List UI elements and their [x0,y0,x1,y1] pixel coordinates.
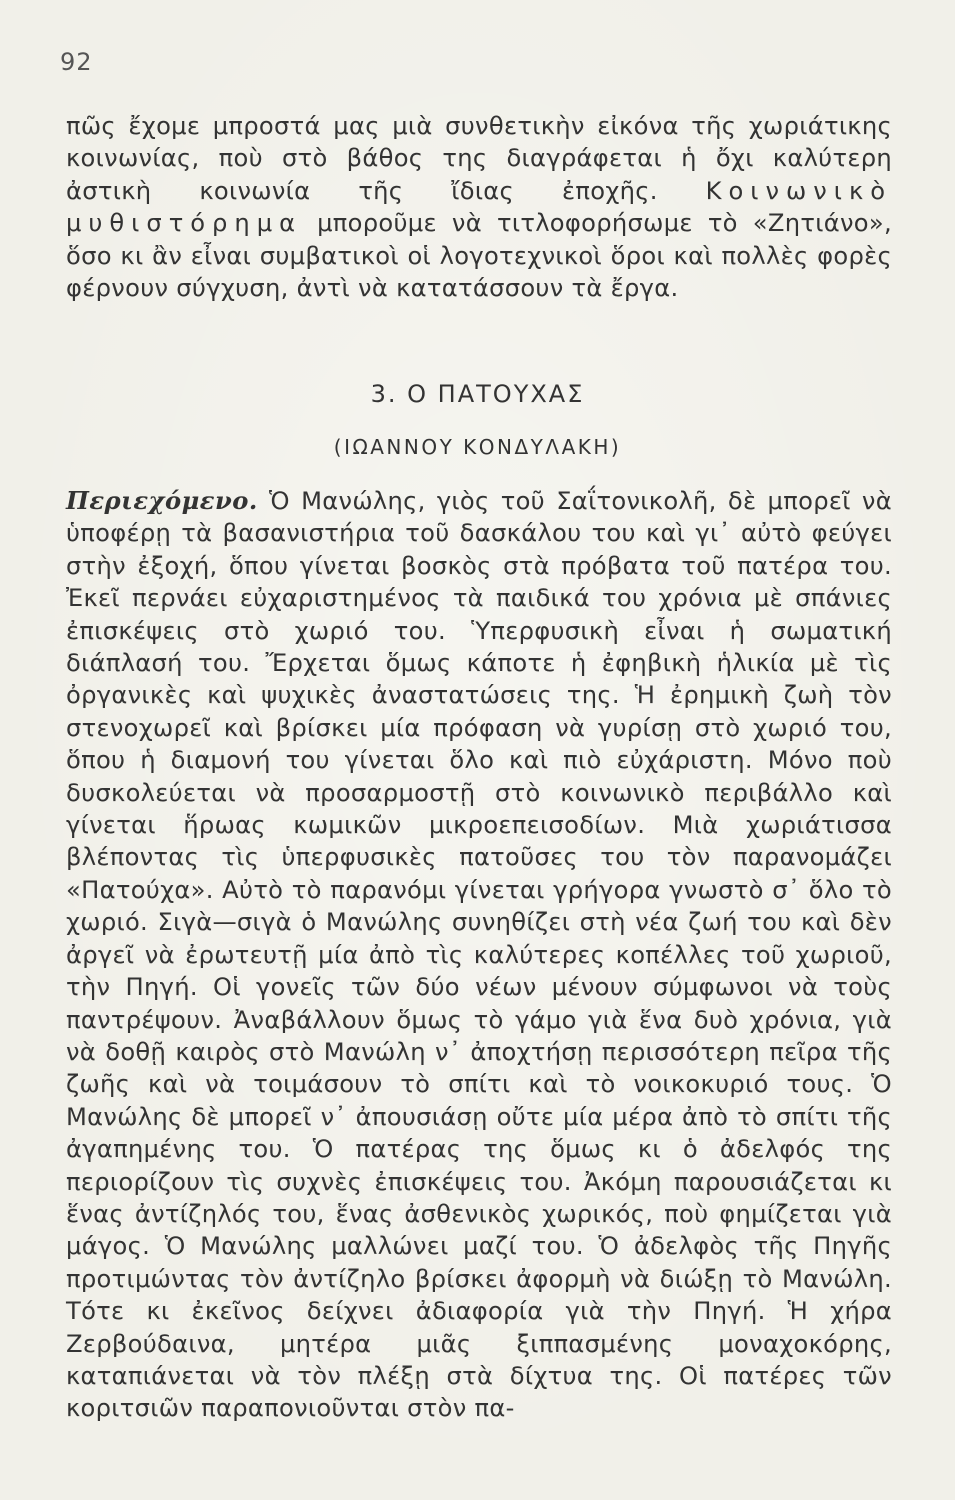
summary-body [66,485,892,1425]
intro-spaced-term: Κοινωνικὸ μυθιστόρημα [66,176,892,238]
summary-text: Ὁ Μανώλης, γιὸς τοῦ Σαΐτονικολῆ, δὲ μπορεῖ νὰ ὑποφέρῃ τὰ βασανιστήρια τοῦ δασκάλου του καὶ γι᾿ αὐτὸ φεύγει στὴν ἐξοχή, ὅπου γίνεται βοσκὸς στὰ πρόβατα τοῦ πατέρα του. Ἐκεῖ περνάει εὐχαριστημένος τὰ παιδικά του χρόνια μὲ σπάνιες ἐπισκέψεις στὸ χωριό του. Ὑπερφυσικὴ εἶναι ἡ σωματική διάπλασή του. Ἔρχεται ὅμως κάποτε ἡ ἐφηβικὴ ἡλικία μὲ τὶς ὀργανικὲς καὶ ψυχικὲς ἀναστατώσεις της. Ἡ ἐρημικὴ ζωὴ τὸν στενοχωρεῖ καὶ βρίσκει μία πρόφαση νὰ γυρίσῃ στὸ χωριό του, ὅπου ἡ διαμονή του γίνεται ὅλο καὶ πιὸ εὐχάριστη. Μόνο ποὺ δυσκολεύεται νὰ προσαρμοστῇ στὸ κοινωνικὸ περιβάλλο καὶ γίνεται ἥρωας κωμικῶν μικροεπεισοδίων. Μιὰ χωριάτισσα βλέποντας τὶς ὑπερφυσικὲς πατοῦσες του τὸν παρανομάζει «Πατούχα». Αὐτὸ τὸ παρανόμι γίνεται γρήγορα γνωστὸ σ᾿ ὅλο τὸ χωριό. Σιγὰ—σιγὰ ὁ Μανώλης συνηθίζει στὴ νέα ζωή του καὶ δὲν ἀργεῖ νὰ ἐρωτευτῇ μία ἀπὸ τὶς καλύτερες κοπέλλες τοῦ χωριοῦ, τὴν Πηγή. Οἱ γονεῖς τῶν δύο νέων μένουν σύμφωνοι νὰ τοὺς παντρέψουν. Ἀναβάλλουν ὅμως τὸ γάμο γιὰ ἕνα δυὸ χρόνια, γιὰ νὰ δοθῇ καιρὸς στὸ Μανώλη ν᾿ ἀποχτήσῃ περισσότερη πεῖρα τῆς ζωῆς καὶ νὰ τοιμάσουν τὸ σπίτι καὶ τὸ νοικοκυριό τους. Ὁ Μανώλης δὲ μπορεῖ ν᾿ ἀπουσιάσῃ οὔτε μία μέρα ἀπὸ τὸ σπίτι τῆς ἀγαπημένης του. Ὁ πατέρας της ὅμως κι ὁ ἀδελφός της περιορίζουν τὶς συχνὲς ἐπισκέψεις του. Ἀκόμη παρουσιάζεται κι ἕνας ἀντίζηλός του, ἕνας ἀσθενικὸς χωρικός, ποὺ φημίζεται γιὰ μάγος. Ὁ Μανώλης μαλλώνει μαζί του. Ὁ ἀδελφὸς τῆς Πηγῆς προτιμώντας τὸν ἀντίζηλο βρίσκει ἀφορμὴ νὰ διώξῃ τὸ Μανώλη. Τότε κι ἐκεῖνος δείχνει ἀδιαφορία γιὰ τὴν Πηγή. Ἡ χήρα Ζερβούδαινα, μητέρα μιᾶς ξιππασμένης μοναχοκόρης, καταπιάνεται νὰ τὸν πλέξῃ στὰ δίχτυα της. Οἱ πατέρες τῶν κοριτσιῶν παραπονιοῦνται στὸν πα- [66,487,892,1423]
intro-text-part2: μποροῦμε νὰ τιτλοφορήσωμε τὸ «Ζητιάνο», ὅσο κι ἂν εἶναι συμβατικοὶ οἱ λογοτεχνικοὶ ὅροι καὶ πολλὲς φορὲς φέρνουν σύγχυση, ἀντὶ νὰ κατατάσσουν τὰ ἔργα. [66,209,892,303]
chapter-author: (ΙΩΑΝΝΟΥ ΚΟΝΔΥΛΑΚΗ) [333,435,622,459]
page-number: 92 [60,48,93,76]
summary-lead: Περιεχόμενο. [66,486,258,515]
intro-text-part1: πῶς ἔχομε μπροστά μας μιὰ συνθετικὴν εἰκόνα τῆς χωριάτικης κοινωνίας, ποὺ στὸ βάθος της διαγράφεται ἡ ὄχι καλύτερη ἀστικὴ κοινωνία τῆς ἴδιας ἐποχῆς. [66,112,892,205]
chapter-title: 3. Ο ΠΑΤΟΥΧΑΣ [370,380,585,408]
intro-paragraph [66,110,892,304]
summary-paragraph [66,485,892,1425]
